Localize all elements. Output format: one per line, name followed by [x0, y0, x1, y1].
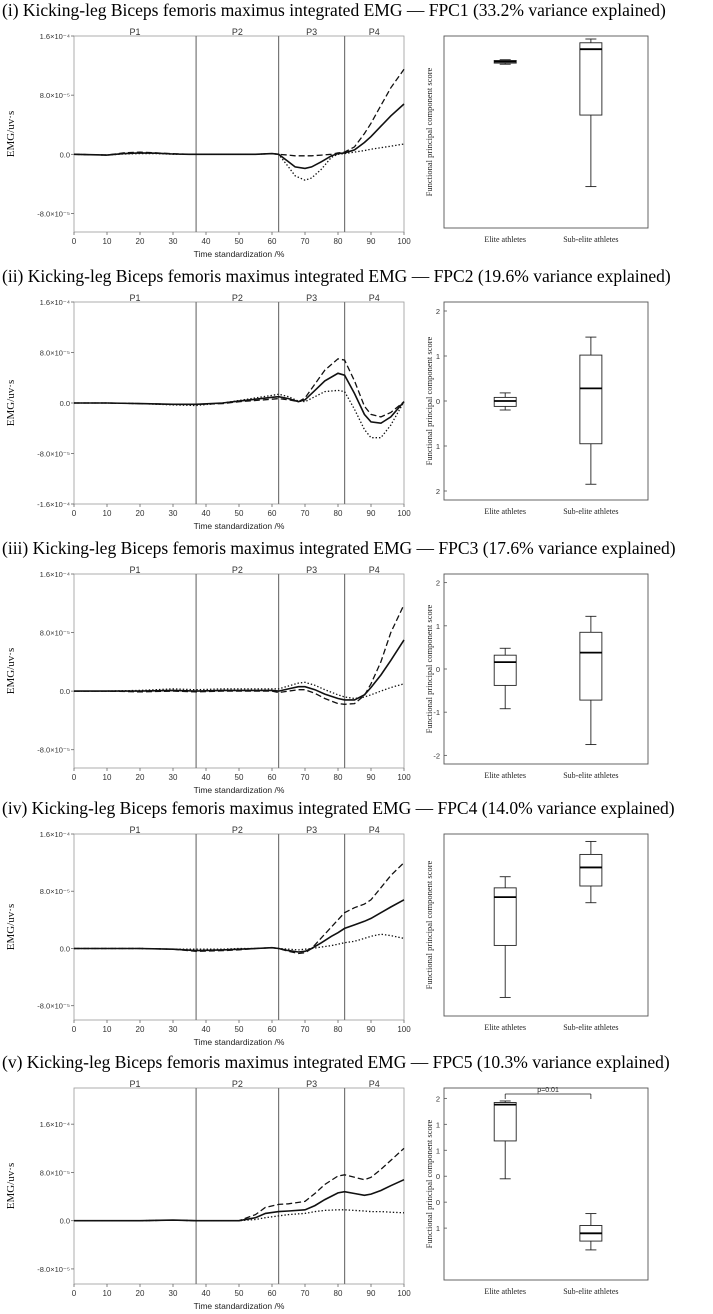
x-tick-label: 60 [267, 1025, 277, 1034]
fpc-box-plot [420, 562, 678, 798]
y-tick-label: 1.6×10⁻⁴ [39, 570, 70, 579]
box-group-label: Sub-elite athletes [563, 1023, 619, 1032]
phase-label: P2 [231, 565, 243, 575]
x-tick-label: 20 [135, 509, 145, 518]
y-tick-label: -1 [433, 708, 440, 718]
plot-frame [444, 834, 648, 1016]
box-iqr [494, 655, 516, 685]
panel-v [0, 1052, 713, 1314]
panel-title: (iv) Kicking-leg Biceps femoris maximus integrated EMG — FPC4 (14.0% variance explained) [2, 798, 675, 818]
series-line-dashed [74, 863, 404, 954]
x-tick-label: 10 [102, 773, 112, 782]
y-tick-label: 1 [435, 621, 440, 631]
series-line-dotted [74, 1210, 404, 1221]
box-iqr [580, 43, 602, 115]
phase-label: P2 [231, 293, 243, 303]
panel-ii [0, 266, 713, 538]
box-y-axis-label: Functional principal component score [424, 1119, 434, 1249]
plot-frame [74, 36, 404, 232]
phase-label: P4 [368, 27, 380, 37]
x-tick-label: 10 [102, 1289, 112, 1298]
x-axis-label: Time standardization /% [193, 785, 285, 795]
phase-label: P1 [129, 565, 141, 575]
emg-line-chart [0, 822, 420, 1050]
x-tick-label: 70 [300, 237, 310, 246]
y-axis-label: EMG/uv·s [5, 1162, 17, 1210]
x-tick-label: 70 [300, 1025, 310, 1034]
y-tick-label: 0 [435, 1172, 440, 1182]
box-group-label: Sub-elite athletes [563, 771, 619, 780]
emg-line-chart [0, 1076, 420, 1314]
plot-frame [74, 834, 404, 1020]
x-tick-label: 30 [168, 509, 178, 518]
box-group-label: Sub-elite athletes [563, 507, 619, 516]
plot-frame [74, 574, 404, 768]
x-tick-label: 80 [333, 237, 343, 246]
series-line-dotted [74, 390, 404, 437]
x-tick-label: 10 [102, 1025, 112, 1034]
phase-label: P3 [306, 27, 318, 37]
panel-title: (v) Kicking-leg Biceps femoris maximus integrated EMG — FPC5 (10.3% variance explained) [2, 1052, 670, 1072]
x-tick-label: 60 [267, 773, 277, 782]
series-line-dashed [74, 359, 404, 417]
emg-line-chart [0, 24, 420, 262]
series-line-solid [74, 104, 404, 168]
panel-title: (i) Kicking-leg Biceps femoris maximus integrated EMG — FPC1 (33.2% variance explained) [2, 0, 666, 20]
x-tick-label: 70 [300, 509, 310, 518]
y-tick-label: 0.0 [59, 944, 70, 954]
x-tick-label: 30 [168, 237, 178, 246]
x-tick-label: 20 [135, 1025, 145, 1034]
x-tick-label: 80 [333, 1025, 343, 1034]
box-group-label: Elite athletes [484, 1287, 526, 1296]
fpc-box-plot [420, 822, 678, 1050]
x-tick-label: 80 [333, 509, 343, 518]
x-tick-label: 60 [267, 509, 277, 518]
x-tick-label: 90 [366, 773, 376, 782]
x-tick-label: 40 [201, 509, 211, 518]
box-group-label: Elite athletes [484, 1023, 526, 1032]
y-tick-label: -8.0×10⁻⁵ [37, 209, 70, 219]
y-tick-label: 1.6×10⁻⁴ [39, 1120, 70, 1130]
series-line-dashed [74, 605, 404, 705]
x-tick-label: 90 [366, 509, 376, 518]
phase-label: P2 [231, 825, 243, 835]
y-tick-label: 2 [435, 578, 440, 588]
y-tick-label: 0.0 [59, 1216, 70, 1226]
x-tick-label: 90 [366, 237, 376, 246]
y-tick-label: 8.0×10⁻⁵ [39, 1168, 70, 1178]
emg-line-chart [0, 290, 420, 534]
y-tick-label: 8.0×10⁻⁵ [39, 887, 70, 897]
x-tick-label: 10 [102, 237, 112, 246]
series-line-dotted [74, 934, 404, 950]
y-tick-label: 2 [435, 1094, 440, 1104]
x-tick-label: 10 [102, 509, 112, 518]
fpc-box-plot [420, 24, 678, 262]
y-tick-label: -2 [433, 751, 440, 761]
x-tick-label: 20 [135, 237, 145, 246]
box-group-label: Sub-elite athletes [563, 235, 619, 244]
x-tick-label: 30 [168, 1289, 178, 1298]
x-axis-label: Time standardization /% [193, 249, 285, 259]
plot-frame [444, 574, 648, 764]
x-tick-label: 80 [333, 773, 343, 782]
box-iqr [580, 355, 602, 444]
x-tick-label: 70 [300, 773, 310, 782]
x-tick-label: 30 [168, 773, 178, 782]
panel-i [0, 0, 713, 262]
phase-label: P3 [306, 293, 318, 303]
x-axis-label: Time standardization /% [193, 1037, 285, 1047]
y-tick-label: 1.6×10⁻⁴ [39, 32, 70, 41]
series-line-solid [74, 1180, 404, 1221]
y-tick-label: 1 [435, 442, 440, 451]
box-iqr [494, 1103, 516, 1141]
y-tick-label: 1 [435, 1224, 440, 1234]
y-tick-label: -8.0×10⁻⁵ [37, 449, 70, 459]
x-tick-label: 50 [234, 509, 244, 518]
series-line-solid [74, 373, 404, 423]
x-tick-label: 40 [201, 773, 211, 782]
phase-label: P4 [368, 565, 380, 575]
plot-frame [444, 1088, 648, 1280]
panel-iii [0, 538, 713, 800]
x-tick-label: 50 [234, 773, 244, 782]
phase-label: P2 [231, 27, 243, 37]
x-tick-label: 30 [168, 1025, 178, 1034]
box-group-label: Elite athletes [484, 507, 526, 516]
y-tick-label: -1.6×10⁻⁴ [37, 500, 70, 509]
panel-iv [0, 798, 713, 1050]
plot-frame [74, 1088, 404, 1284]
series-line-dashed [74, 69, 404, 156]
phase-label: P3 [306, 825, 318, 835]
y-tick-label: 1 [435, 352, 440, 361]
x-axis-label: Time standardization /% [193, 1301, 285, 1311]
x-tick-label: 40 [201, 1289, 211, 1298]
box-iqr [580, 632, 602, 700]
box-iqr [580, 854, 602, 886]
y-tick-label: 2 [435, 487, 440, 496]
phase-label: P1 [129, 825, 141, 835]
box-group-label: Elite athletes [484, 771, 526, 780]
x-tick-label: 0 [71, 1025, 77, 1034]
y-tick-label: -8.0×10⁻⁵ [37, 1001, 70, 1011]
x-tick-label: 50 [234, 1289, 244, 1298]
x-tick-label: 60 [267, 1289, 277, 1298]
x-tick-label: 50 [234, 1025, 244, 1034]
y-tick-label: -8.0×10⁻⁵ [37, 1264, 70, 1274]
phase-label: P2 [231, 1079, 243, 1089]
phase-label: P4 [368, 825, 380, 835]
box-y-axis-label: Functional principal component score [424, 860, 434, 990]
x-axis-label: Time standardization /% [193, 521, 285, 531]
y-tick-label: 1.6×10⁻⁴ [39, 298, 70, 307]
y-tick-label: 0.0 [59, 399, 70, 408]
phase-label: P4 [368, 1079, 380, 1089]
fpc-box-plot [420, 1076, 678, 1314]
phase-label: P1 [129, 293, 141, 303]
x-tick-label: 90 [366, 1289, 376, 1298]
phase-label: P4 [368, 293, 380, 303]
x-tick-label: 60 [267, 237, 277, 246]
plot-frame [444, 302, 648, 500]
y-axis-label: EMG/uv·s [5, 903, 17, 951]
y-tick-label: 1 [435, 1146, 440, 1156]
x-tick-label: 100 [397, 1289, 411, 1298]
y-tick-label: -8.0×10⁻⁵ [37, 745, 70, 755]
x-tick-label: 20 [135, 773, 145, 782]
x-tick-label: 80 [333, 1289, 343, 1298]
y-tick-label: 0 [435, 665, 440, 674]
y-tick-label: 8.0×10⁻⁵ [39, 348, 70, 358]
y-axis-label: EMG/uv·s [5, 110, 17, 158]
x-tick-label: 20 [135, 1289, 145, 1298]
box-y-axis-label: Functional principal component score [424, 336, 434, 466]
box-group-label: Elite athletes [484, 235, 526, 244]
x-tick-label: 0 [71, 1289, 77, 1298]
y-tick-label: 2 [435, 307, 440, 316]
significance-label: p=0.01 [537, 1087, 559, 1094]
y-tick-label: 0.0 [59, 687, 70, 697]
y-tick-label: 1 [435, 1120, 440, 1130]
x-tick-label: 100 [397, 509, 411, 518]
phase-label: P1 [129, 27, 141, 37]
panel-title: (ii) Kicking-leg Biceps femoris maximus integrated EMG — FPC2 (19.6% variance explained) [2, 266, 671, 286]
x-tick-label: 100 [397, 237, 411, 246]
x-tick-label: 40 [201, 1025, 211, 1034]
y-tick-label: 0.0 [59, 150, 70, 160]
x-tick-label: 0 [71, 509, 77, 518]
phase-label: P1 [129, 1079, 141, 1089]
x-tick-label: 70 [300, 1289, 310, 1298]
y-tick-label: 0 [435, 1198, 440, 1208]
x-tick-label: 50 [234, 237, 244, 246]
y-tick-label: 8.0×10⁻⁵ [39, 628, 70, 638]
box-y-axis-label: Functional principal component score [424, 604, 434, 734]
y-tick-label: 1.6×10⁻⁴ [39, 830, 70, 839]
x-tick-label: 100 [397, 773, 411, 782]
plot-frame [444, 36, 648, 228]
panel-title: (iii) Kicking-leg Biceps femoris maximus integrated EMG — FPC3 (17.6% variance explained) [2, 538, 676, 558]
y-axis-label: EMG/uv·s [5, 647, 17, 695]
x-tick-label: 0 [71, 237, 77, 246]
series-line-dashed [74, 1148, 404, 1220]
box-group-label: Sub-elite athletes [563, 1287, 619, 1296]
y-tick-label: 8.0×10⁻⁵ [39, 91, 70, 101]
x-tick-label: 90 [366, 1025, 376, 1034]
box-y-axis-label: Functional principal component score [424, 67, 434, 197]
phase-label: P3 [306, 1079, 318, 1089]
fpc-box-plot [420, 290, 678, 534]
x-tick-label: 0 [71, 773, 77, 782]
y-axis-label: EMG/uv·s [5, 379, 17, 427]
phase-label: P3 [306, 565, 318, 575]
emg-line-chart [0, 562, 420, 798]
x-tick-label: 40 [201, 237, 211, 246]
x-tick-label: 100 [397, 1025, 411, 1034]
y-tick-label: 0 [435, 397, 440, 406]
